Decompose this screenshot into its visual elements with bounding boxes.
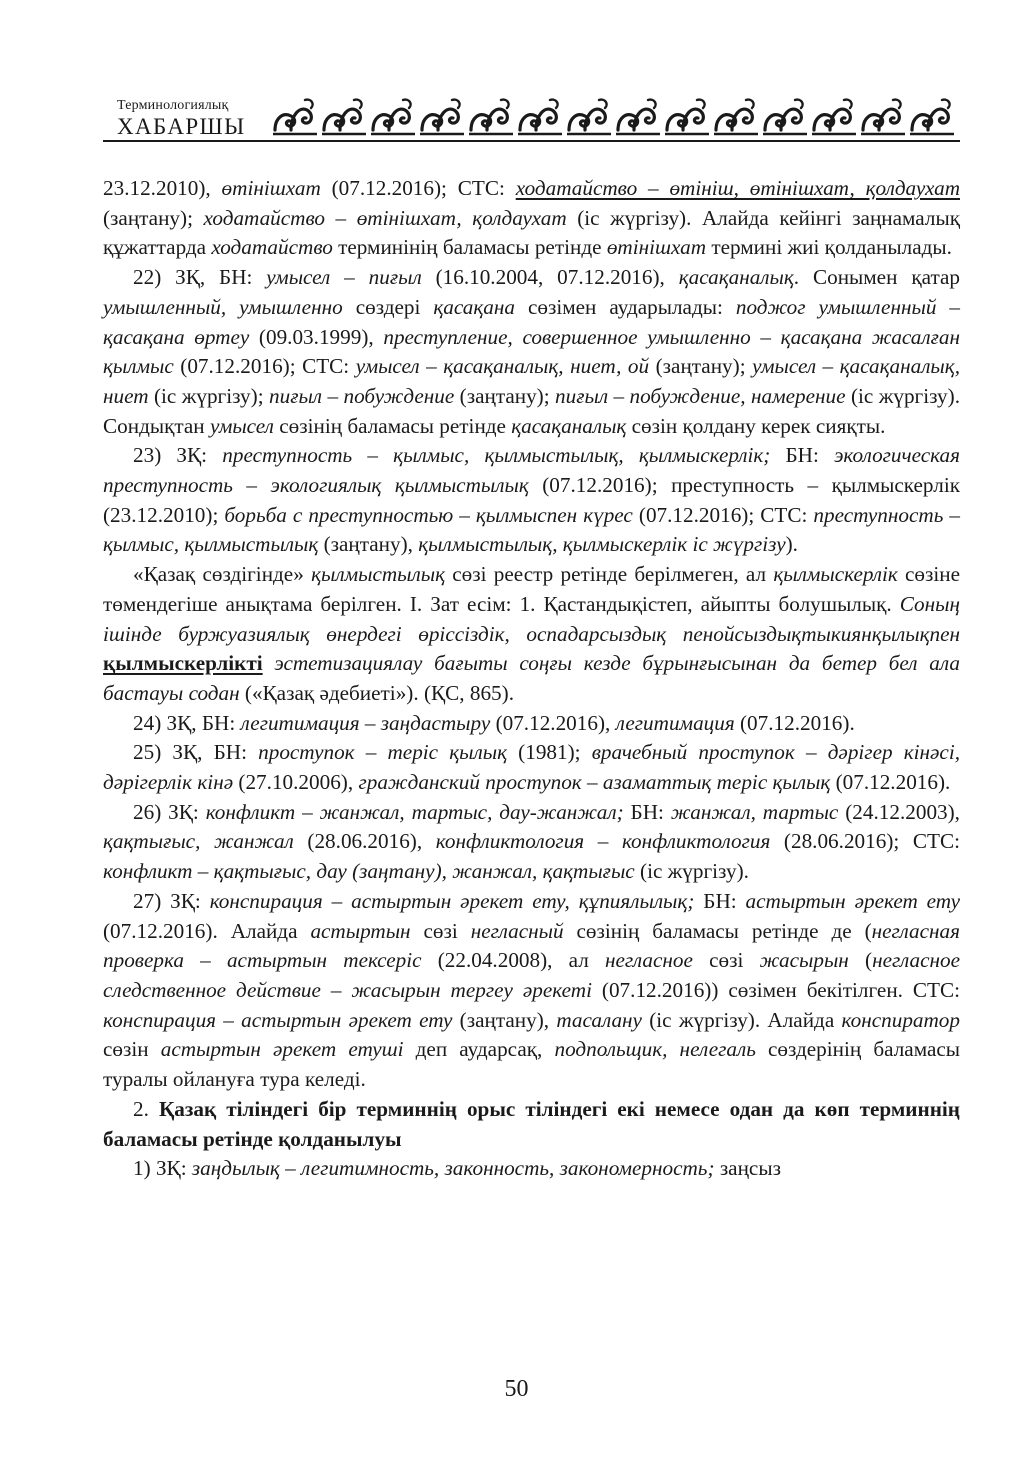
text-run: борьба с преступностью – қылмыспен күрес: [224, 502, 633, 527]
text-run: БН:: [694, 888, 746, 913]
text-run: конспирация – астыртын әрекет ету, құпиялылық;: [209, 888, 695, 913]
text-run: легитимация – заңдастыру: [240, 710, 491, 735]
text-run: (іс жүргізу).: [634, 859, 749, 884]
paragraph: [103, 1095, 960, 1154]
paragraph: [103, 174, 960, 263]
header-rule: [103, 140, 960, 142]
text-run: преступность – қылмыс, қылмыстылық, қылмыскерлік;: [222, 443, 771, 468]
text-run: сөзінің баламасы ретінде де (: [563, 918, 872, 943]
text-run: 24) ЗҚ, БН:: [133, 710, 241, 735]
text-run: поджог умышленный – қасақана өртеу: [103, 294, 961, 349]
text-run: (заңтану);: [454, 383, 556, 408]
text-run: (07.12.2016).: [734, 710, 855, 735]
text-run: астыртын әрекет етуші: [160, 1037, 404, 1062]
text-run: негласное следственное действие – жасырын тергеу әрекеті: [103, 948, 960, 1002]
text-run: (: [848, 948, 873, 973]
text-run: пиғыл – побуждение: [269, 383, 455, 408]
text-run: конфликтология – конфликтология: [435, 829, 771, 854]
text-run: (іс жүргізу). Алайда кейінгі заңнамалық құжаттарда: [103, 205, 960, 260]
text-run: сөзінің баламасы ретінде: [273, 413, 512, 438]
text-run: гражданский проступок – азаматтық теріс қылық: [358, 770, 831, 795]
text-run: негласная проверка – астыртын тексеріс: [103, 918, 960, 973]
text-run: (заңтану),: [318, 532, 419, 557]
text-run: өтінішхат: [221, 176, 321, 200]
text-run: («Қазақ әдебиеті»). (ҚС, 865).: [239, 680, 514, 705]
text-run: (1981);: [507, 740, 592, 765]
text-run: 23.12.2010),: [103, 176, 222, 200]
text-run: деп аударсақ,: [403, 1037, 555, 1062]
text-run: легитимация: [615, 710, 735, 735]
paragraph: [103, 709, 960, 739]
text-run: (28.06.2016),: [293, 829, 436, 854]
text-run: подпольщик, нелегаль: [554, 1037, 756, 1062]
text-run: терминінің баламасы ретінде: [332, 235, 607, 260]
text-run: сөзіне төмендегіше анықтама берілген. І. Зат есім: 1. Қастандықістеп, айыпты болушылық.: [103, 562, 961, 616]
text-run: (27.10.2006),: [233, 770, 359, 795]
text-run: қылмыстылық, қылмыскерлік іс жүргізу: [418, 532, 786, 557]
text-run: эстетизациялау бағыты соңғы кезде бұрынғысынан да бетер бел ала бастауы содан: [103, 651, 960, 705]
text-run: қасақана: [433, 294, 515, 319]
journal-title-line1: Терминологиялық: [117, 98, 229, 113]
text-run: конспиратор: [841, 1007, 960, 1032]
text-run: Қазақ тіліндегі бір терминнің орыс тіліндегі екі немесе одан да көп терминнің баламасы ретінде қолданылуы: [103, 1096, 960, 1151]
text-run: Соның ішінде буржуазиялық өнердегі өріссіздік, оспадарсыздық пенойсыздықтыкиянқылықпен: [103, 591, 960, 646]
text-run: сөздері: [342, 294, 434, 319]
text-run: заңсыз: [714, 1156, 781, 1181]
journal-title-line2: ХАБАРШЫ: [117, 114, 246, 139]
body-text: [103, 174, 960, 1184]
text-run: сөзі: [692, 948, 760, 973]
text-run: «Қазақ сөздігінде»: [133, 562, 312, 587]
text-run: қылмыскерлікті: [103, 651, 263, 676]
text-run: 27) ЗҚ:: [133, 888, 210, 913]
paragraph: [103, 1154, 960, 1184]
text-run: өтінішхат: [606, 235, 707, 260]
text-run: ).: [785, 532, 798, 557]
text-run: қылмыстылық: [311, 562, 446, 587]
text-run: (07.12.2016). Алайда: [103, 918, 311, 943]
text-run: (28.06.2016); СТС:: [770, 829, 960, 854]
text-run: конфликт – қақтығыс, дау (заңтану), жанжал, қақтығыс: [103, 859, 635, 884]
text-run: заңдылық – легитимность, законность, закономерность;: [191, 1156, 715, 1181]
text-run: проступок – теріс қылық: [258, 740, 508, 765]
text-run: негласное: [605, 948, 693, 973]
text-run: астыртын: [310, 918, 411, 943]
paragraph: [103, 738, 960, 797]
text-run: пиғыл – побуждение, намерение: [555, 383, 846, 408]
text-run: ходатайство – өтініш, өтінішхат, қолдаухат: [515, 176, 961, 200]
paragraph: [103, 441, 960, 560]
text-run: преступление, совершенное умышленно – қасақана жасалған қылмыс: [103, 324, 960, 379]
text-run: 2.: [133, 1096, 159, 1121]
text-run: сөзін: [103, 1037, 161, 1062]
paragraph: [103, 560, 960, 709]
text-run: сөзі реестр ретінде берілмеген, ал: [445, 562, 774, 587]
text-run: 1) ЗҚ:: [133, 1156, 192, 1181]
kazakh-pattern-ornament-icon: [271, 96, 960, 138]
text-run: (іс жүргізу);: [148, 383, 269, 408]
text-run: сөзін қолдану керек сияқты.: [626, 413, 886, 438]
text-run: 23) ЗҚ:: [133, 443, 223, 468]
text-run: конспирация – астыртын әрекет ету: [103, 1007, 453, 1032]
text-run: (16.10.2004, 07.12.2016),: [421, 265, 679, 290]
text-run: астыртын әрекет ету: [745, 888, 960, 913]
text-run: (07.12.2016); СТС:: [173, 354, 356, 379]
text-run: (07.12.2016); СТС:: [632, 502, 814, 527]
text-run: (іс жүргізу). Сондықтан: [103, 383, 960, 438]
text-run: врачебный проступок – дәрігер кінәсі, дәрігерлік кінә: [103, 740, 961, 795]
text-run: 26) ЗҚ:: [133, 799, 206, 824]
text-run: умысел – қасақаналық, ниет, ой: [355, 354, 650, 379]
text-run: (заңтану),: [452, 1007, 557, 1032]
text-run: (заңтану);: [649, 354, 753, 379]
text-run: умысел: [209, 413, 274, 438]
text-run: сөзі: [410, 918, 471, 943]
text-run: (заңтану);: [103, 205, 204, 230]
text-run: (07.12.2016); преступность – қылмыскерлік (23.12.2010);: [103, 473, 961, 527]
text-run: экологическая преступность – экологиялық қылмыстылық: [103, 443, 960, 498]
text-run: тасалану: [556, 1007, 642, 1032]
text-run: (07.12.2016),: [490, 710, 616, 735]
text-run: (іс жүргізу). Алайда: [641, 1007, 842, 1032]
text-run: конфликт – жанжал, тартыс, дау-жанжал;: [205, 799, 624, 824]
text-run: 25) ЗҚ, БН:: [133, 740, 259, 765]
text-run: БН:: [770, 443, 835, 468]
text-run: (09.03.1999),: [249, 324, 384, 349]
paragraph: [103, 263, 960, 441]
text-run: қасақаналық: [511, 413, 627, 438]
text-run: (22.04.2008), ал: [421, 948, 606, 973]
text-run: умысел – пиғыл: [266, 265, 422, 290]
text-run: (07.12.2016); СТС:: [320, 176, 516, 200]
text-run: (07.12.2016)) сөзімен бекітілген. СТС:: [591, 977, 960, 1002]
text-run: (07.12.2016).: [830, 770, 951, 795]
text-run: қасақаналық: [678, 265, 794, 290]
text-run: термині жиі қолданылады.: [706, 235, 952, 260]
text-run: БН:: [623, 799, 671, 824]
text-run: 22) ЗҚ, БН:: [133, 265, 267, 290]
text-run: сөзімен аударылады:: [514, 294, 736, 319]
text-run: преступность – қылмыс, қылмыстылық: [103, 502, 960, 557]
text-run: негласный: [470, 918, 564, 943]
text-run: (24.12.2003),: [838, 799, 960, 824]
text-run: жанжал, тартыс: [670, 799, 839, 824]
text-run: жасырын: [759, 948, 849, 973]
text-run: . Сонымен қатар: [793, 265, 960, 290]
text-run: умысел – қасақаналық, ниет: [103, 354, 960, 408]
page-number: 50: [504, 1376, 529, 1402]
text-run: сөздерінің баламасы туралы ойлануға тура келеді.: [103, 1037, 961, 1092]
text-run: қылмыскерлік: [773, 562, 898, 587]
paragraph: [103, 798, 960, 887]
paragraph: [103, 887, 960, 1095]
text-run: ходатайство – өтінішхат, қолдаухат: [203, 205, 567, 230]
text-run: қақтығыс, жанжал: [103, 829, 294, 854]
running-header: [103, 96, 960, 146]
text-run: ходатайство: [211, 235, 333, 260]
text-run: умышленный, умышленно: [103, 294, 343, 319]
